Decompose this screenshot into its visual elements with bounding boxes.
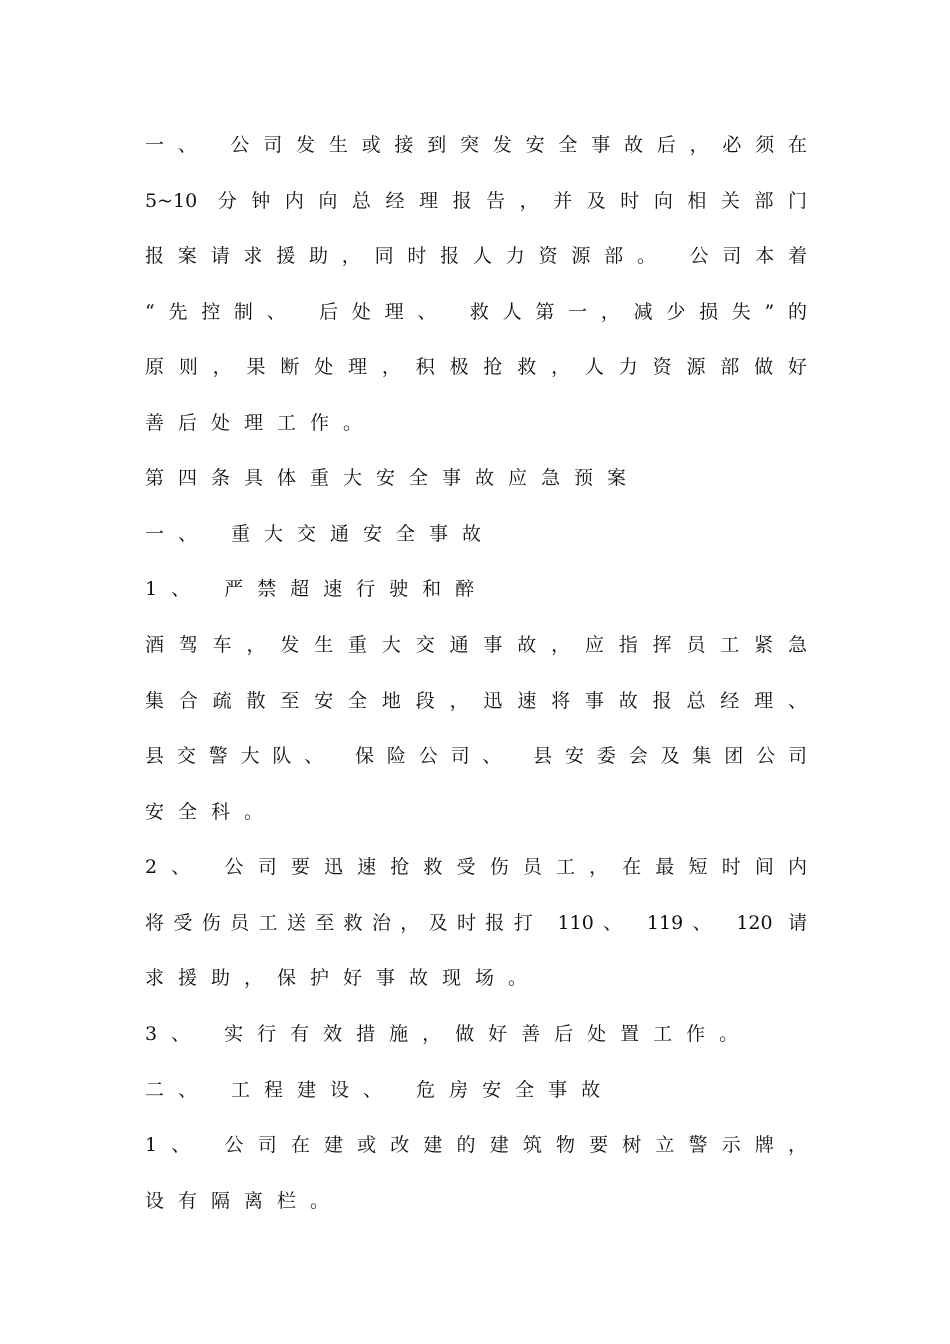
text-line-4: “先控制、 后处理、 救人第一，减少损失”的	[145, 301, 807, 323]
text-line-17: 3、 实行有效措施，做好善后处置工作。	[145, 1023, 753, 1045]
text-line-9: 1、 严禁超速行驶和醉	[145, 578, 489, 600]
text-line-20: 设有隔离栏。	[145, 1190, 344, 1212]
text-line-13: 安全科。	[145, 801, 278, 823]
text-line-11: 集合疏散至安全地段，迅速将事故报总经理、	[145, 690, 807, 712]
text-line-2: 5~10 分钟内向总经理报告，并及时向相关部门	[145, 190, 807, 212]
text-line-5: 原则，果断处理，积极抢救，人力资源部做好	[145, 356, 807, 378]
text-line-19: 1、 公司在建或改建的建筑物要树立警示牌，	[145, 1134, 807, 1156]
subsection-heading-construction: 二、 工程建设、 危房安全事故	[145, 1079, 615, 1101]
text-line-12: 县交警大队、 保险公司、 县安委会及集团公司	[145, 745, 807, 767]
text-line-14: 2、 公司要迅速抢救受伤员工，在最短时间内	[145, 856, 807, 878]
text-line-10: 酒驾车，发生重大交通事故，应指挥员工紧急	[145, 634, 807, 656]
section-heading-article-4: 第四条具体重大安全事故应急预案	[145, 467, 641, 489]
text-line-6: 善后处理工作。	[145, 412, 377, 434]
subsection-heading-traffic: 一、 重大交通安全事故	[145, 523, 496, 545]
text-line-16: 求援助，保护好事故现场。	[145, 967, 542, 989]
text-line-3: 报案请求援助，同时报人力资源部。 公司本着	[145, 245, 807, 267]
text-line-1: 一、 公司发生或接到突发安全事故后，必须在	[145, 134, 807, 156]
text-line-15: 将受伤员工送至救治，及时报打 110、 119、 120 请	[145, 912, 807, 934]
